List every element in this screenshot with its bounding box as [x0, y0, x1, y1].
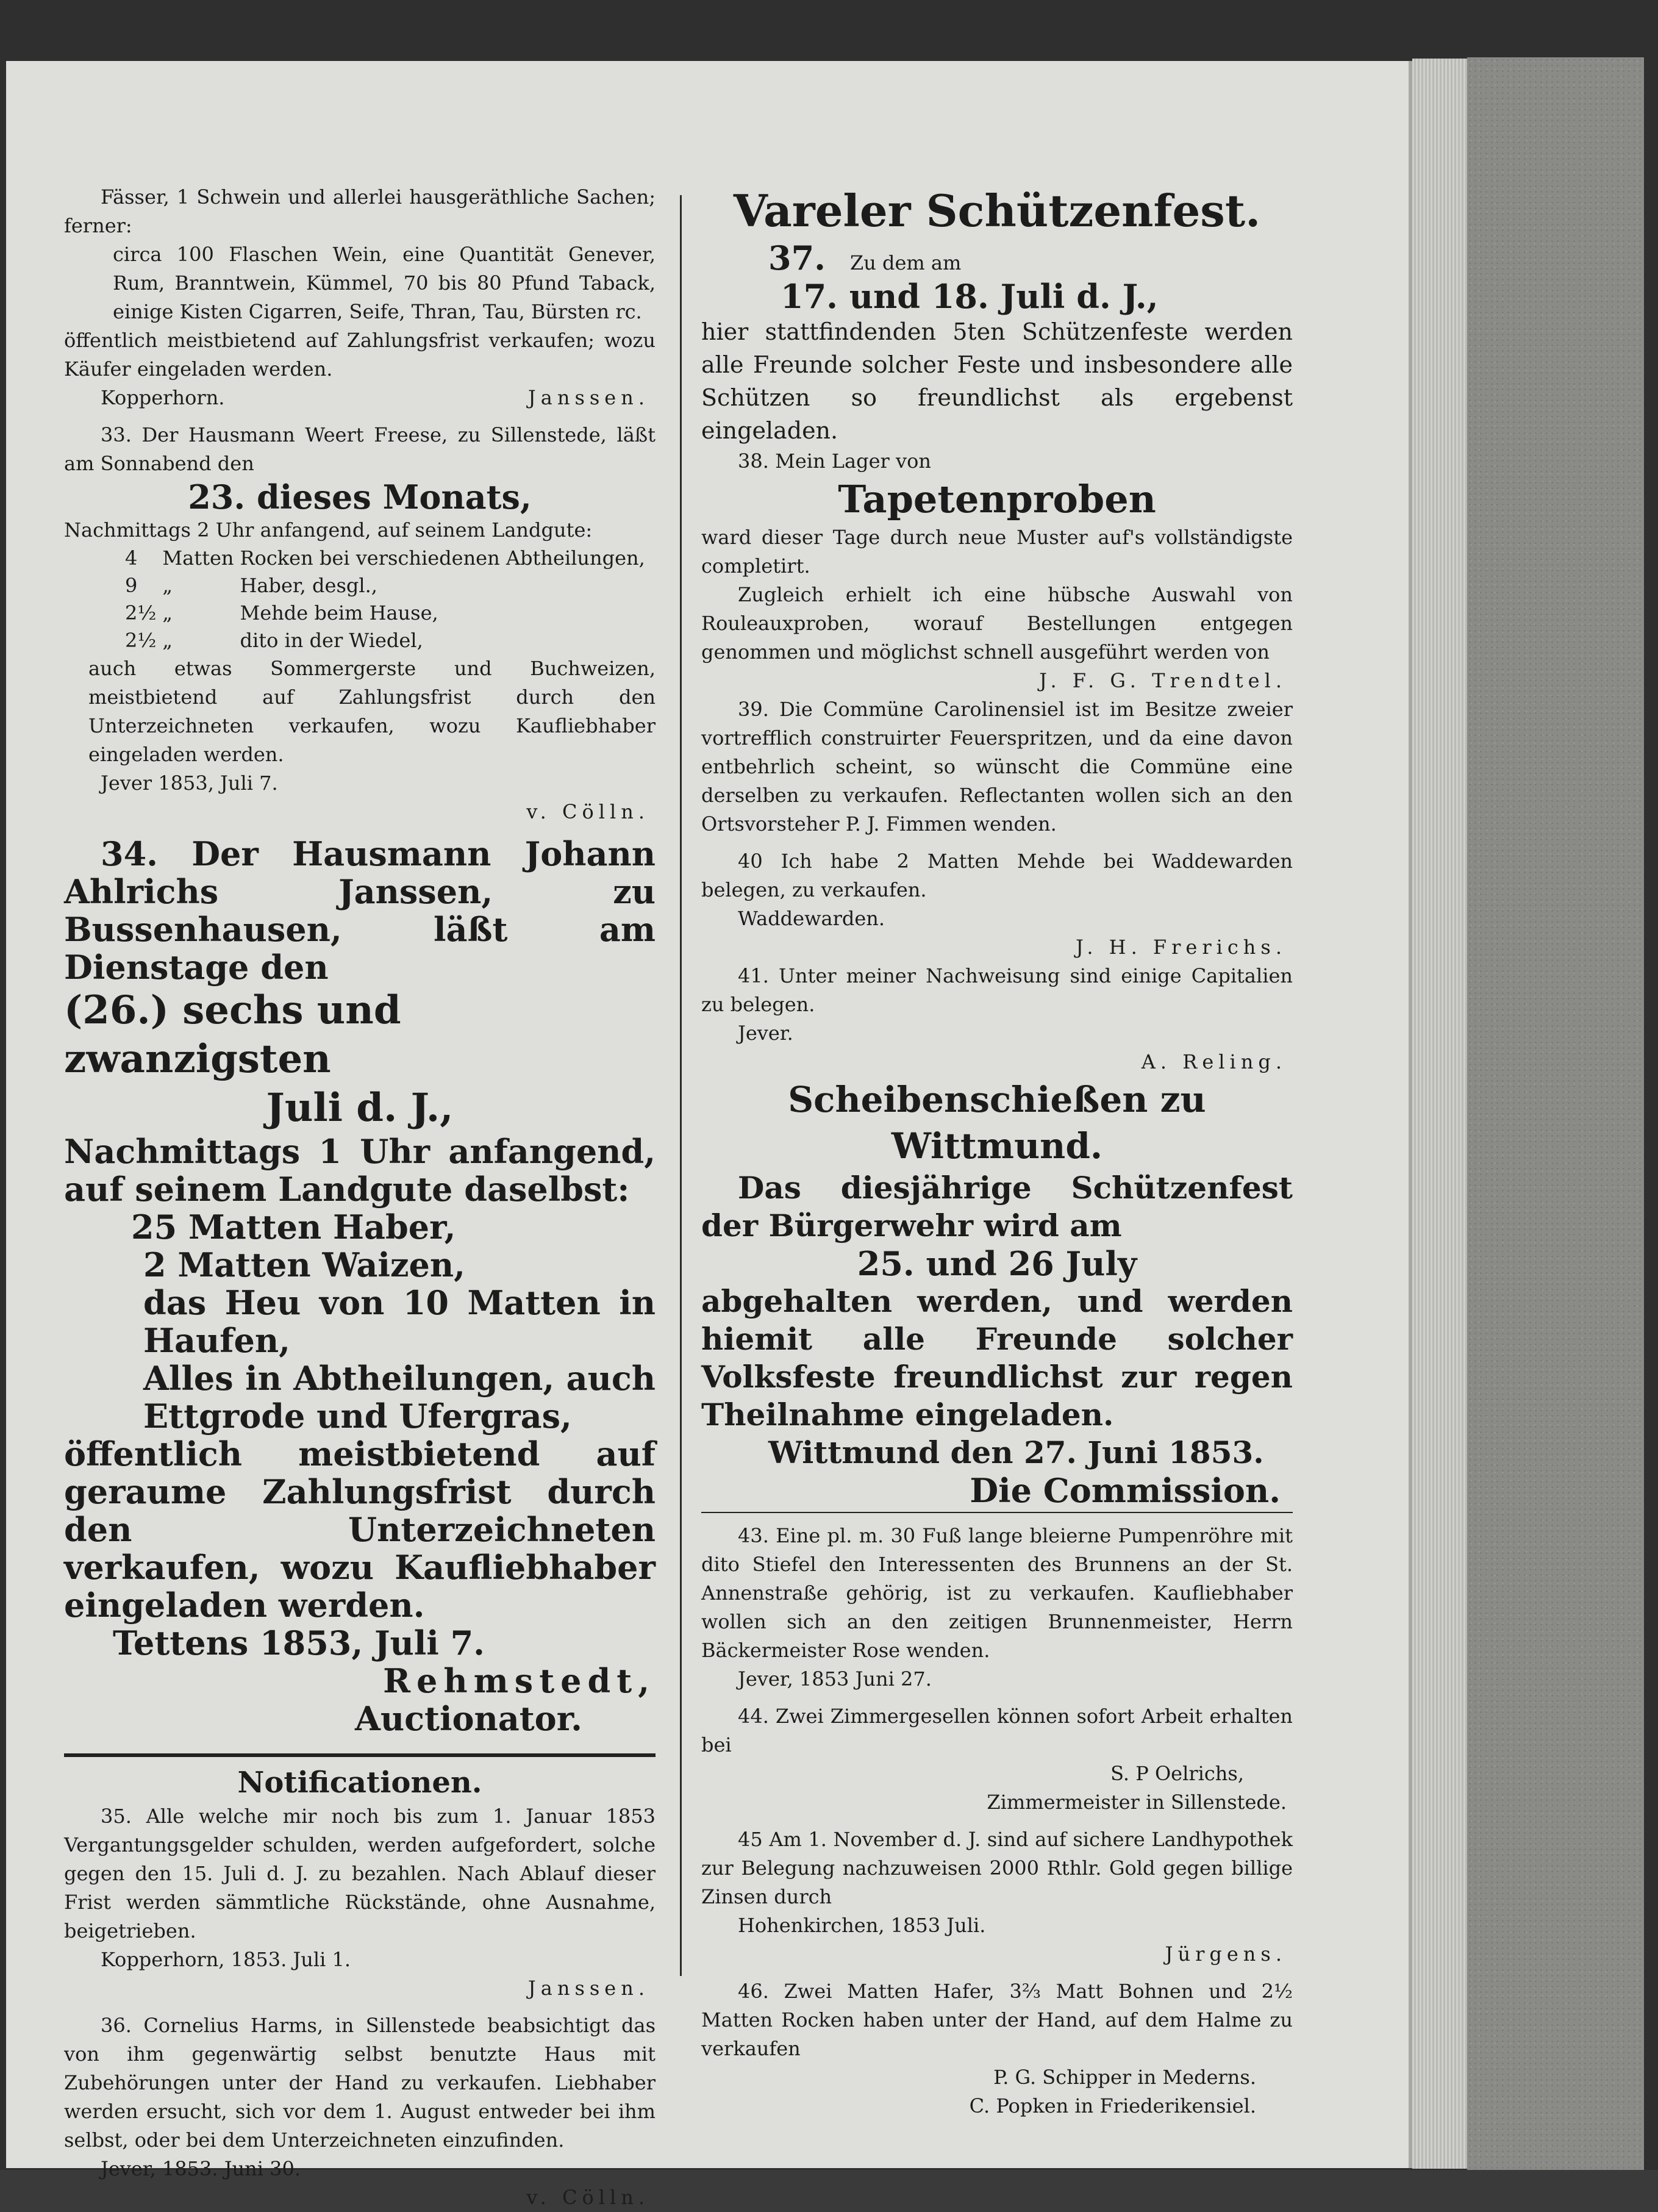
right-column [701, 183, 1293, 2121]
scheiben-title: Scheibenschießen zu Wittmund. [788, 1079, 1206, 1167]
notice-37-intro: Zu dem am [849, 251, 962, 274]
notice-36-place: Jever, 1853. Juni 30. [101, 2157, 301, 2180]
notice-35-place: Kopperhorn, 1853. Juli 1. [101, 1948, 351, 1971]
notice-45-signature: Jürgens. [1165, 1942, 1287, 1966]
notice-40-text: 40 Ich habe 2 Matten Mehde bei Waddewarden belegen, zu verkaufen. [701, 850, 1293, 901]
notice-34-item: 25 Matten Haber, [131, 1208, 456, 1247]
notice-40-signature: J. H. Frerichs. [1075, 936, 1287, 959]
section-heading: Notificationen. [237, 1766, 482, 1800]
notice-44-text: 44. Zwei Zimmergesellen können sofort Arbeit erhalten bei [701, 1705, 1293, 1756]
notice-38-text: ward dieser Tage durch neue Muster auf's vollständigste completirt. [701, 526, 1293, 578]
notice-33-text: 33. Der Hausmann Weert Freese, zu Sillenstede, läßt am Sonnabend den [64, 423, 656, 475]
notice-37-date: 17. und 18. Juli d. J., [781, 277, 1159, 316]
notice-34-date2: Juli d. J., [266, 1085, 454, 1131]
notice-43-place: Jever, 1853 Juni 27. [738, 1667, 932, 1691]
list-item: 4 Matten Rocken bei verschiedenen Abtheilungen, [125, 546, 645, 570]
intro-sale: öffentlich meistbietend auf Zahlungsfrist verkaufen; wozu Käufer eingeladen werden. [64, 329, 656, 381]
notice-38-signature: J. F. G. Trendtel. [1039, 669, 1287, 692]
list-item: 2½ „ dito in der Wiedel, [125, 629, 423, 652]
list-item: 9 „ Haber, desgl., [125, 574, 377, 597]
book-cover [1467, 57, 1644, 2170]
scheiben-signature: Die Commission. [970, 1471, 1281, 1510]
notice-46-signature: P. G. Schipper in Mederns. [993, 2066, 1256, 2089]
notice-34-time: Nachmittags 1 Uhr anfangend, auf seinem Landgute daselbst: [64, 1132, 656, 1209]
notice-34-item: 2 Matten Waizen, [143, 1245, 465, 1284]
notice-33-sale: auch etwas Sommergerste und Buchweizen, meistbietend auf Zahlungsfrist durch den Unterzeichneten verkaufen, wozu Kaufliebhaber eingeladen werden. [88, 657, 656, 766]
notice-34-signature: Rehmstedt, [383, 1661, 656, 1700]
page-edges [1412, 59, 1467, 2169]
notice-38-lead: 38. Mein Lager von [738, 449, 931, 473]
notice-44-signature: S. P Oelrichs, [1110, 1762, 1244, 1785]
notice-43-text: 43. Eine pl. m. 30 Fuß lange bleierne Pumpenröhre mit dito Stiefel den Interessenten des Brunnens an der St. Annenstraße gehörig, ist zu verkaufen. Kaufliebhaber wollen sich an den zeitigen Brunnenmeister, Herrn Bäckermeister Rose wenden. [701, 1524, 1293, 1662]
notice-41-text: 41. Unter meiner Nachweisung sind einige Capitalien zu belegen. [701, 964, 1293, 1016]
scheiben-place: Wittmund den 27. Juni 1853. [768, 1434, 1264, 1470]
notice-39-text: 39. Die Commüne Carolinensiel ist im Besitze zweier vortrefflich construirter Feuerspritzen, und da eine davon entbehrlich scheint, so wünscht die Commüne eine derselben zu verkaufen. Reflectanten wollen sich an den Ortsvorsteher P. J. Fimmen wenden. [701, 698, 1293, 836]
notice-37-lead [701, 239, 1293, 277]
notice-37-text: hier stattfindenden 5ten Schützenfeste werden alle Freunde solcher Feste und insbesondere alle Schützen so freundlichst als ergebenst eingeladen. [701, 318, 1293, 444]
intro-goods: circa 100 Flaschen Wein, eine Quantität Genever, Rum, Branntwein, Kümmel, 70 bis 80 Pfund Taback, einige Kisten Cigarren, Seife, Thran, Tau, Bürsten rc. [113, 243, 656, 323]
intro-signature: Janssen. [527, 386, 649, 409]
notice-38-text2: Zugleich erhielt ich eine hübsche Auswahl von Rouleauxproben, worauf Bestellungen entgegen genommen und möglichst schnell ausgeführt werden von [701, 583, 1293, 664]
section-rule [64, 1753, 656, 1757]
list-item: 2½ „ Mehde beim Hause, [125, 601, 438, 625]
notice-34-role: Auctionator. [354, 1699, 582, 1738]
notice-33-list [125, 545, 651, 654]
notice-34-item: das Heu von 10 Matten in Haufen, [143, 1283, 656, 1360]
notice-34-place: Tettens 1853, Juli 7. [113, 1623, 485, 1663]
notice-46-text: 46. Zwei Matten Hafer, 3⅔ Matt Bohnen und 2½ Matten Rocken haben unter der Hand, auf dem Halme zu verkaufen [701, 1980, 1293, 2060]
notice-46-signature2: C. Popken in Friederikensiel. [969, 2094, 1256, 2117]
intro-footer [64, 384, 656, 412]
notice-34-sale: öffentlich meistbietend auf geraume Zahlungsfrist durch den Unterzeichneten verkaufen, wozu Kaufliebhaber eingeladen werden. [64, 1434, 656, 1625]
left-column [64, 183, 656, 2212]
notice-35-signature: Janssen. [527, 1977, 649, 2000]
notice-41-place: Jever. [738, 1022, 793, 1045]
scheiben-text2: abgehalten werden, und werden hiemit alle Freunde solcher Volksfeste freundlichst zur regen Theilnahme eingeladen. [701, 1283, 1293, 1433]
column-divider [680, 195, 682, 1976]
notice-44-role: Zimmermeister in Sillenstede. [987, 1791, 1287, 1814]
notice-33-signature: v. Cölln. [526, 800, 649, 823]
notice-36-text: 36. Cornelius Harms, in Sillenstede beabsichtigt das von ihm gegenwärtig selbst benutzte Haus mit Zubehörungen unter der Hand zu verkaufen. Liebhaber werden ersucht, sich vor dem 1. August entweder bei ihm selbst, oder bei dem Unterzeichneten einzufinden. [64, 2014, 656, 2152]
vareler-title: Vareler Schützenfest. [733, 185, 1261, 237]
scheiben-text: Das diesjährige Schützenfest der Bürgerwehr wird am [701, 1170, 1293, 1244]
intro-text: Fässer, 1 Schwein und allerlei hausgeräthliche Sachen; ferner: [64, 185, 656, 237]
notice-34-date: (26.) sechs und zwanzigsten [64, 987, 401, 1082]
notice-34-item: Alles in Abtheilungen, auch Ettgrode und Ufergras, [143, 1359, 656, 1436]
notice-41-signature: A. Reling. [1141, 1050, 1287, 1073]
notice-38-heading: Tapetenproben [838, 477, 1156, 521]
notice-33-date: 23. dieses Monats, [188, 478, 532, 517]
notice-45-place: Hohenkirchen, 1853 Juli. [738, 1914, 986, 1937]
notice-34-text: 34. Der Hausmann Johann Ahlrichs Janssen, zu Bussenhausen, läßt am Dienstage den [64, 834, 656, 987]
notice-45-text: 45 Am 1. November d. J. sind auf sichere Landhypothek zur Belegung nachzuweisen 2000 Rthlr. Gold gegen billige Zinsen durch [701, 1828, 1293, 1908]
notice-33-place: Jever 1853, Juli 7. [101, 771, 278, 795]
notice-37-number: 37. [768, 238, 826, 277]
intro-place: Kopperhorn. [101, 386, 225, 409]
notice-35-text: 35. Alle welche mir noch bis zum 1. Januar 1853 Vergantungsgelder schulden, werden aufgefordert, solche gegen den 15. Juli d. J. zu bezahlen. Nach Ablauf dieser Frist werden sämmtliche Rückstände, ohne Ausnahme, beigetrieben. [64, 1805, 656, 1942]
notice-36-signature: v. Cölln. [526, 2186, 649, 2209]
scheiben-date: 25. und 26 July [857, 1244, 1137, 1283]
notice-40-place: Waddewarden. [738, 907, 885, 930]
notice-33-time: Nachmittags 2 Uhr anfangend, auf seinem Landgute: [64, 518, 593, 542]
